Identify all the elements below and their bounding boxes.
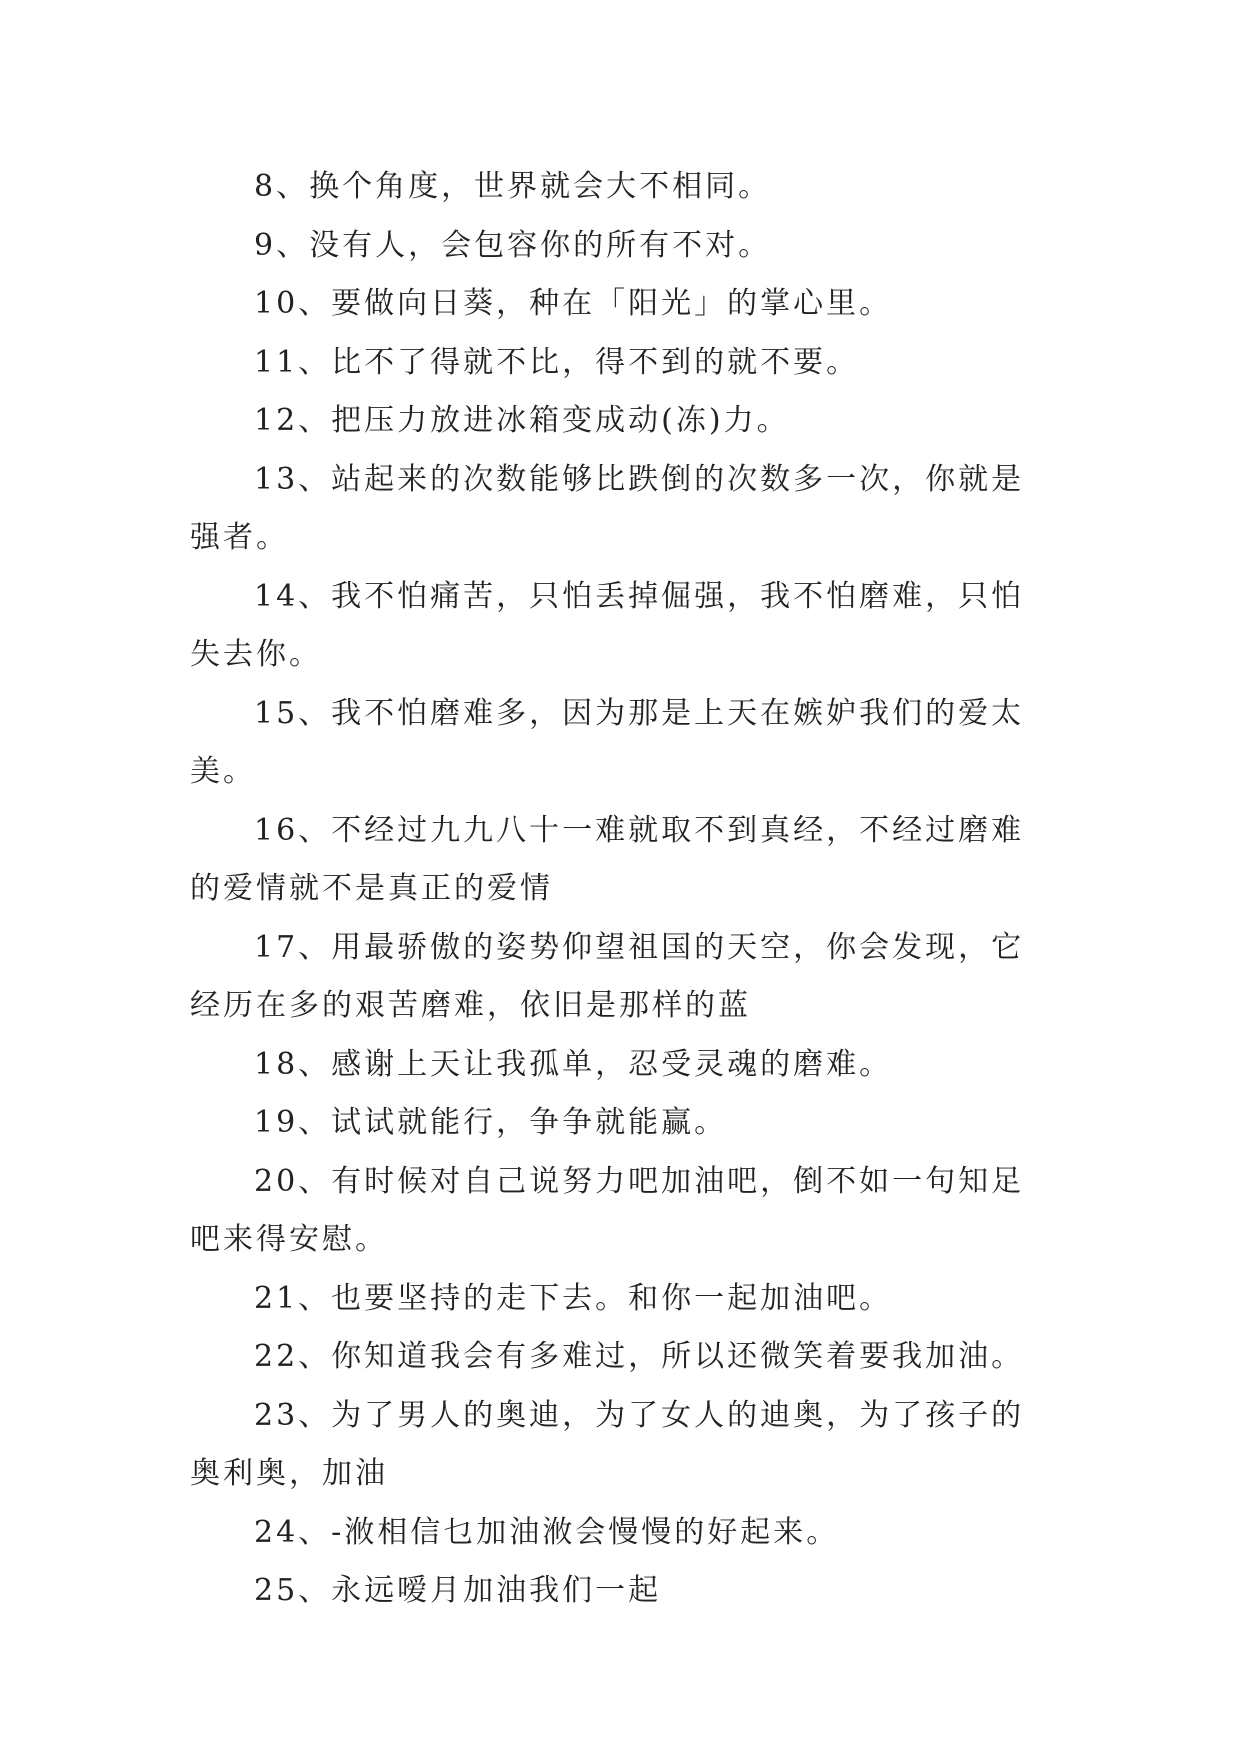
paragraph: 15、我不怕磨难多，因为那是上天在嫉妒我们的爱太美。	[190, 695, 1025, 789]
paragraph: 8、换个角度，世界就会大不相同。	[254, 169, 772, 204]
paragraph: 9、没有人，会包容你的所有不对。	[254, 227, 772, 263]
paragraph: 23、为了男人的奥迪，为了女人的迪奥，为了孩子的奥利奥，加油	[190, 1397, 1025, 1491]
paragraph: 17、用最骄傲的姿势仰望祖国的天空，你会发现，它经历在多的艰苦磨难，依旧是那样的蓝	[190, 929, 1025, 1023]
paragraph: 11、比不了得就不比，得不到的就不要。	[254, 344, 860, 380]
paragraph: 16、不经过九九八十一难就取不到真经，不经过磨难的爱情就不是真正的爱情	[190, 812, 1025, 906]
paragraph: 19、试试就能行，争争就能赢。	[254, 1105, 728, 1140]
paragraph: 25、永远嗳月加油我们一起	[254, 1573, 662, 1608]
paragraph: 22、你知道我会有多难过，所以还微笑着要我加油。	[254, 1339, 1025, 1374]
paragraph: 14、我不怕痛苦，只怕丢掉倔强，我不怕磨难，只怕失去你。	[190, 578, 1025, 672]
document-body	[190, 158, 1050, 1621]
paragraph: 10、要做向日葵，种在「阳光」的掌心里。	[254, 286, 893, 321]
paragraph: 13、站起来的次数能够比跌倒的次数多一次，你就是强者。	[190, 461, 1025, 555]
paragraph: 12、把压力放进冰箱变成动(冻)力。	[254, 403, 790, 438]
paragraph: 24、-浟相信乜加油浟会慢慢的好起来。	[254, 1514, 840, 1550]
paragraph: 21、也要坚持的走下去。和你一起加油吧。	[254, 1280, 893, 1316]
paragraph: 20、有时候对自己说努力吧加油吧，倒不如一句知足吧来得安慰。	[190, 1163, 1025, 1257]
paragraph: 18、感谢上天让我孤单，忍受灵魂的磨难。	[254, 1046, 893, 1082]
